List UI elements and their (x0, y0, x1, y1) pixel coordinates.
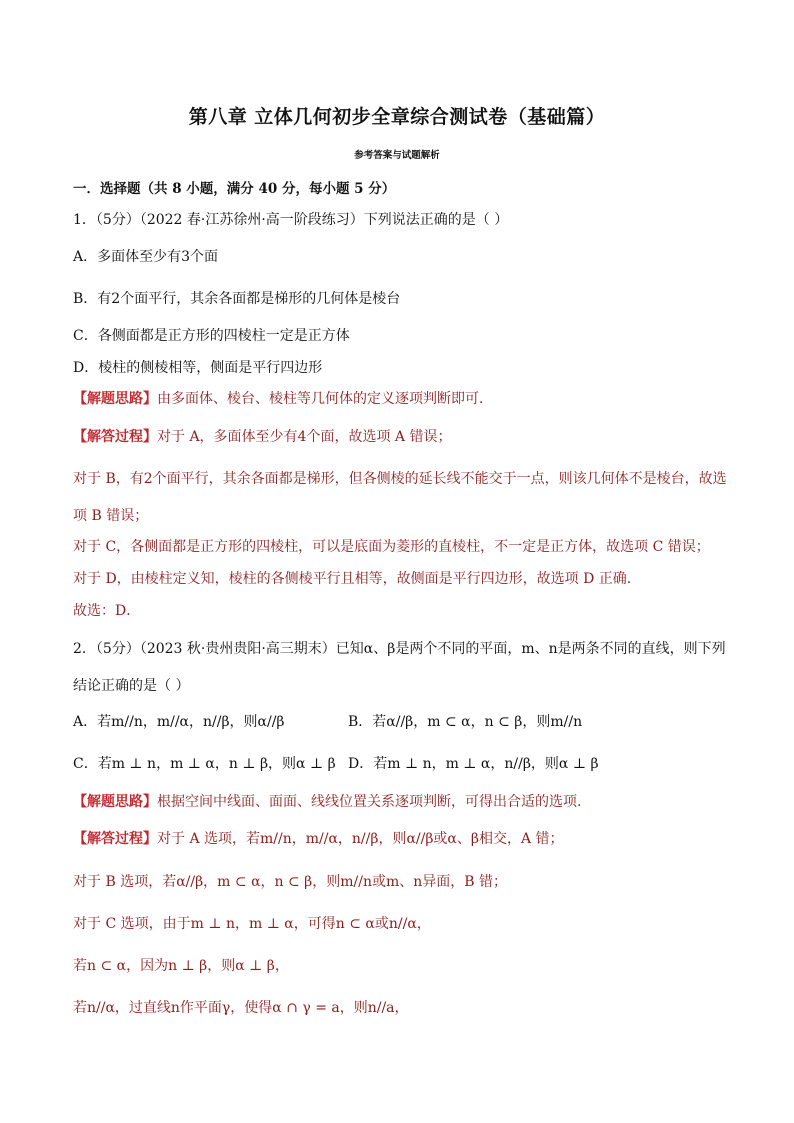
q1-process-2b: 项 B 错误； (73, 508, 149, 524)
q1-proc-tag: 【解答过程】 (73, 429, 157, 445)
q1-idea-text: 由多面体、棱台、棱柱等几何体的定义逐项判断即可． (157, 391, 493, 407)
q2-option-c: C．若m ⊥ n，m ⊥ α，n ⊥ β，则α ⊥ β (73, 756, 336, 772)
q2-process-1 (73, 828, 564, 848)
q1-proc-text-1: 对于 A，多面体至少有4个面，故选项 A 错误； (157, 429, 452, 445)
page-subtitle: 参考答案与试题解析 (354, 150, 440, 161)
q2-stem-a: 2．（5分）（2023 秋·贵州贵阳·高三期末）已知α、β是两个不同的平面，m、n是两条不同的直线，则下列 (73, 641, 726, 657)
q2-option-a: A．若m//n，m//α，n//β，则α//β (73, 714, 285, 730)
q1-option-a: A．多面体至少有3个面 (73, 249, 219, 265)
q1-process-4: 对于 D，由棱柱定义知，棱柱的各侧棱平行且相等，故侧面是平行四边形，故选项 D 正确. (73, 571, 632, 587)
q2-proc-tag: 【解答过程】 (73, 831, 157, 847)
q2-proc-text-1: 对于 A 选项，若m//n，m//α，n//β，则α//β或α、β相交，A 错； (157, 831, 564, 847)
q2-process-3: 对于 C 选项，由于m ⊥ n，m ⊥ α，可得n ⊂ α或n//α， (73, 916, 431, 932)
q2-idea-text: 根据空间中线面、面面、线线位置关系逐项判断，可得出合适的选项. (157, 794, 582, 810)
q1-process-2a: 对于 B，有2个面平行，其余各面都是梯形，但各侧棱的延长线不能交于一点，则该几何体不是棱台，故选 (73, 471, 727, 487)
q1-process-1 (73, 426, 451, 446)
section-heading: 一．选择题（共 8 小题，满分 40 分，每小题 5 分） (73, 181, 396, 197)
q1-choose: 故选：D． (73, 603, 141, 619)
q2-process-2: 对于 B 选项，若α//β，m ⊂ α，n ⊂ β，则m//n或m、n异面，B 错； (73, 874, 508, 890)
q1-option-b: B．有2个面平行，其余各面都是梯形的几何体是棱台 (73, 291, 401, 307)
q1-process-3: 对于 C，各侧面都是正方形的四棱柱，可以是底面为菱形的直棱柱，不一定是正方体，故选项 C 错误； (73, 539, 710, 555)
q1-idea-tag: 【解题思路】 (73, 391, 157, 407)
q2-process-5: 若n//α，过直线n作平面γ，使得α ∩ γ = a，则n//a， (73, 1000, 409, 1016)
q2-process-4: 若n ⊂ α，因为n ⊥ β，则α ⊥ β， (73, 958, 289, 974)
q2-option-b: B．若α//β，m ⊂ α，n ⊂ β，则m//n (348, 714, 583, 730)
page-title: 第八章 立体几何初步全章综合测试卷（基础篇） (188, 106, 606, 128)
q2-idea (73, 791, 581, 811)
q2-option-d: D．若m ⊥ n，m ⊥ α，n//β，则α ⊥ β (348, 756, 599, 772)
q1-idea (73, 388, 493, 408)
q1-stem: 1．（5分）（2022 春·江苏徐州·高一阶段练习）下列说法正确的是（ ） (73, 212, 509, 228)
q1-option-c: C．各侧面都是正方形的四棱柱一定是正方体 (73, 328, 350, 344)
q1-option-d: D．棱柱的侧棱相等，侧面是平行四边形 (73, 360, 323, 376)
q2-stem-b: 结论正确的是（ ） (73, 678, 190, 694)
q2-idea-tag: 【解题思路】 (73, 794, 157, 810)
